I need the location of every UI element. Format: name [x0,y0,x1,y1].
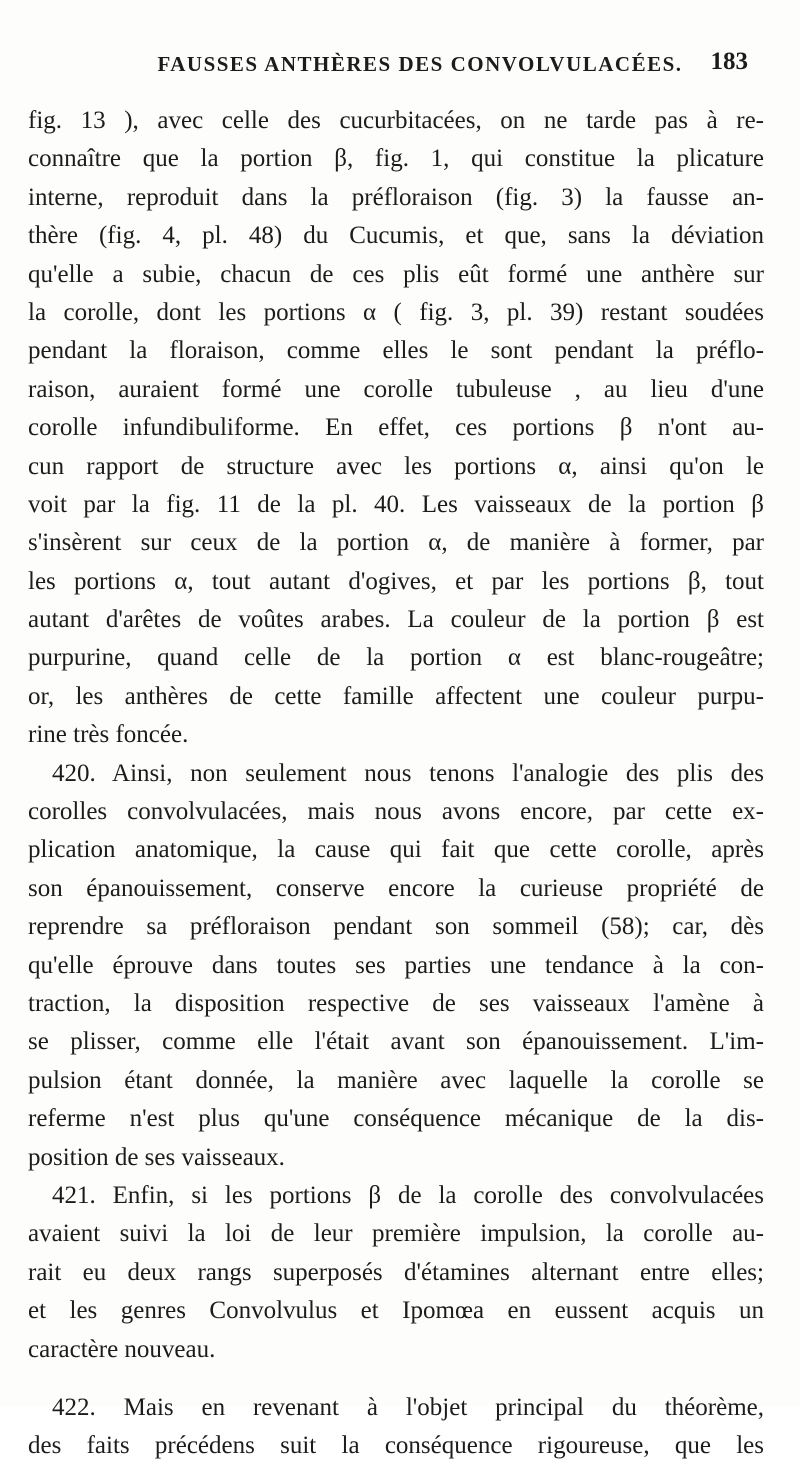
text-line: les portions α, tout autant d'ogives, et par les portions β, tout [28,567,764,595]
paragraph-end-line: caractère nouveau. [28,1335,216,1363]
paragraph-end-line: position de ses vaisseaux. [28,1143,285,1171]
text-line: des faits précédens suit la conséquence rigoureuse, que les [28,1432,764,1460]
text-line: interne, reproduit dans la préfloraison (fig. 3) la fausse an- [28,183,764,211]
text-line: se plisser, comme elle l'était avant son épanouissement. L'im- [28,1028,764,1056]
paragraph-420-start: 420. Ainsi, non seulement nous tenons l'analogie des plis des [52,759,764,787]
text-line: corolles convolvulacées, mais nous avons encore, par cette ex- [28,798,764,826]
paragraph-422-start: 422. Mais en revenant à l'objet principal du théorème, [52,1393,764,1421]
text-line: qu'elle éprouve dans toutes ses parties une tendance à la con- [28,951,764,979]
running-head: FAUSSES ANTHÈRES DES CONVOLVULACÉES. [157,52,683,76]
text-line: qu'elle a subie, chacun de ces plis eût formé une anthère sur [28,260,764,288]
text-line: voit par la fig. 11 de la pl. 40. Les vaisseaux de la portion β [28,490,764,518]
text-line: la corolle, dont les portions α ( fig. 3, pl. 39) restant soudées [28,298,764,326]
text-line: autant d'arêtes de voûtes arabes. La couleur de la portion β est [28,606,764,634]
paragraph-end-line: rine très foncée. [28,721,189,749]
text-line: plication anatomique, la cause qui fait que cette corolle, après [28,836,764,864]
body-text [28,102,764,1466]
text-line: purpurine, quand celle de la portion α est blanc-rougeâtre; [28,644,764,672]
text-line: rait eu deux rangs superposés d'étamines alternant entre elles; [28,1258,764,1286]
text-line: reprendre sa préfloraison pendant son sommeil (58); car, dès [28,913,764,941]
text-line: cun rapport de structure avec les portions α, ainsi qu'on le [28,452,764,480]
text-line: avaient suivi la loi de leur première impulsion, la corolle au- [28,1220,764,1248]
text-line: connaître que la portion β, fig. 1, qui constitue la plicature [28,145,764,173]
text-line: referme n'est plus qu'une conséquence mécanique de la dis- [28,1105,764,1133]
paragraph-421-start: 421. Enfin, si les portions β de la corolle des convolvulacées [52,1181,764,1209]
text-line: traction, la disposition respective de ses vaisseaux l'amène à [28,989,764,1017]
text-line: et les genres Convolvulus et Ipomœa en eussent acquis un [28,1297,764,1325]
text-line: s'insèrent sur ceux de la portion α, de manière à former, par [28,529,764,557]
text-line: fig. 13 ), avec celle des cucurbitacées, on ne tarde pas à re- [28,107,764,134]
text-line: son épanouissement, conserve encore la curieuse propriété de [28,874,764,902]
text-line: thère (fig. 4, pl. 48) du Cucumis, et que, sans la déviation [28,222,764,250]
text-line: pendant la floraison, comme elles le sont pendant la préflo- [28,337,764,365]
text-line: or, les anthères de cette famille affectent une couleur purpu- [28,682,764,710]
text-line: pulsion étant donnée, la manière avec laquelle la corolle se [28,1066,764,1094]
text-line: raison, auraient formé une corolle tubuleuse , au lieu d'une [28,375,764,403]
page-number: 183 [710,48,748,75]
text-line: corolle infundibuliforme. En effet, ces portions β n'ont au- [28,414,764,442]
